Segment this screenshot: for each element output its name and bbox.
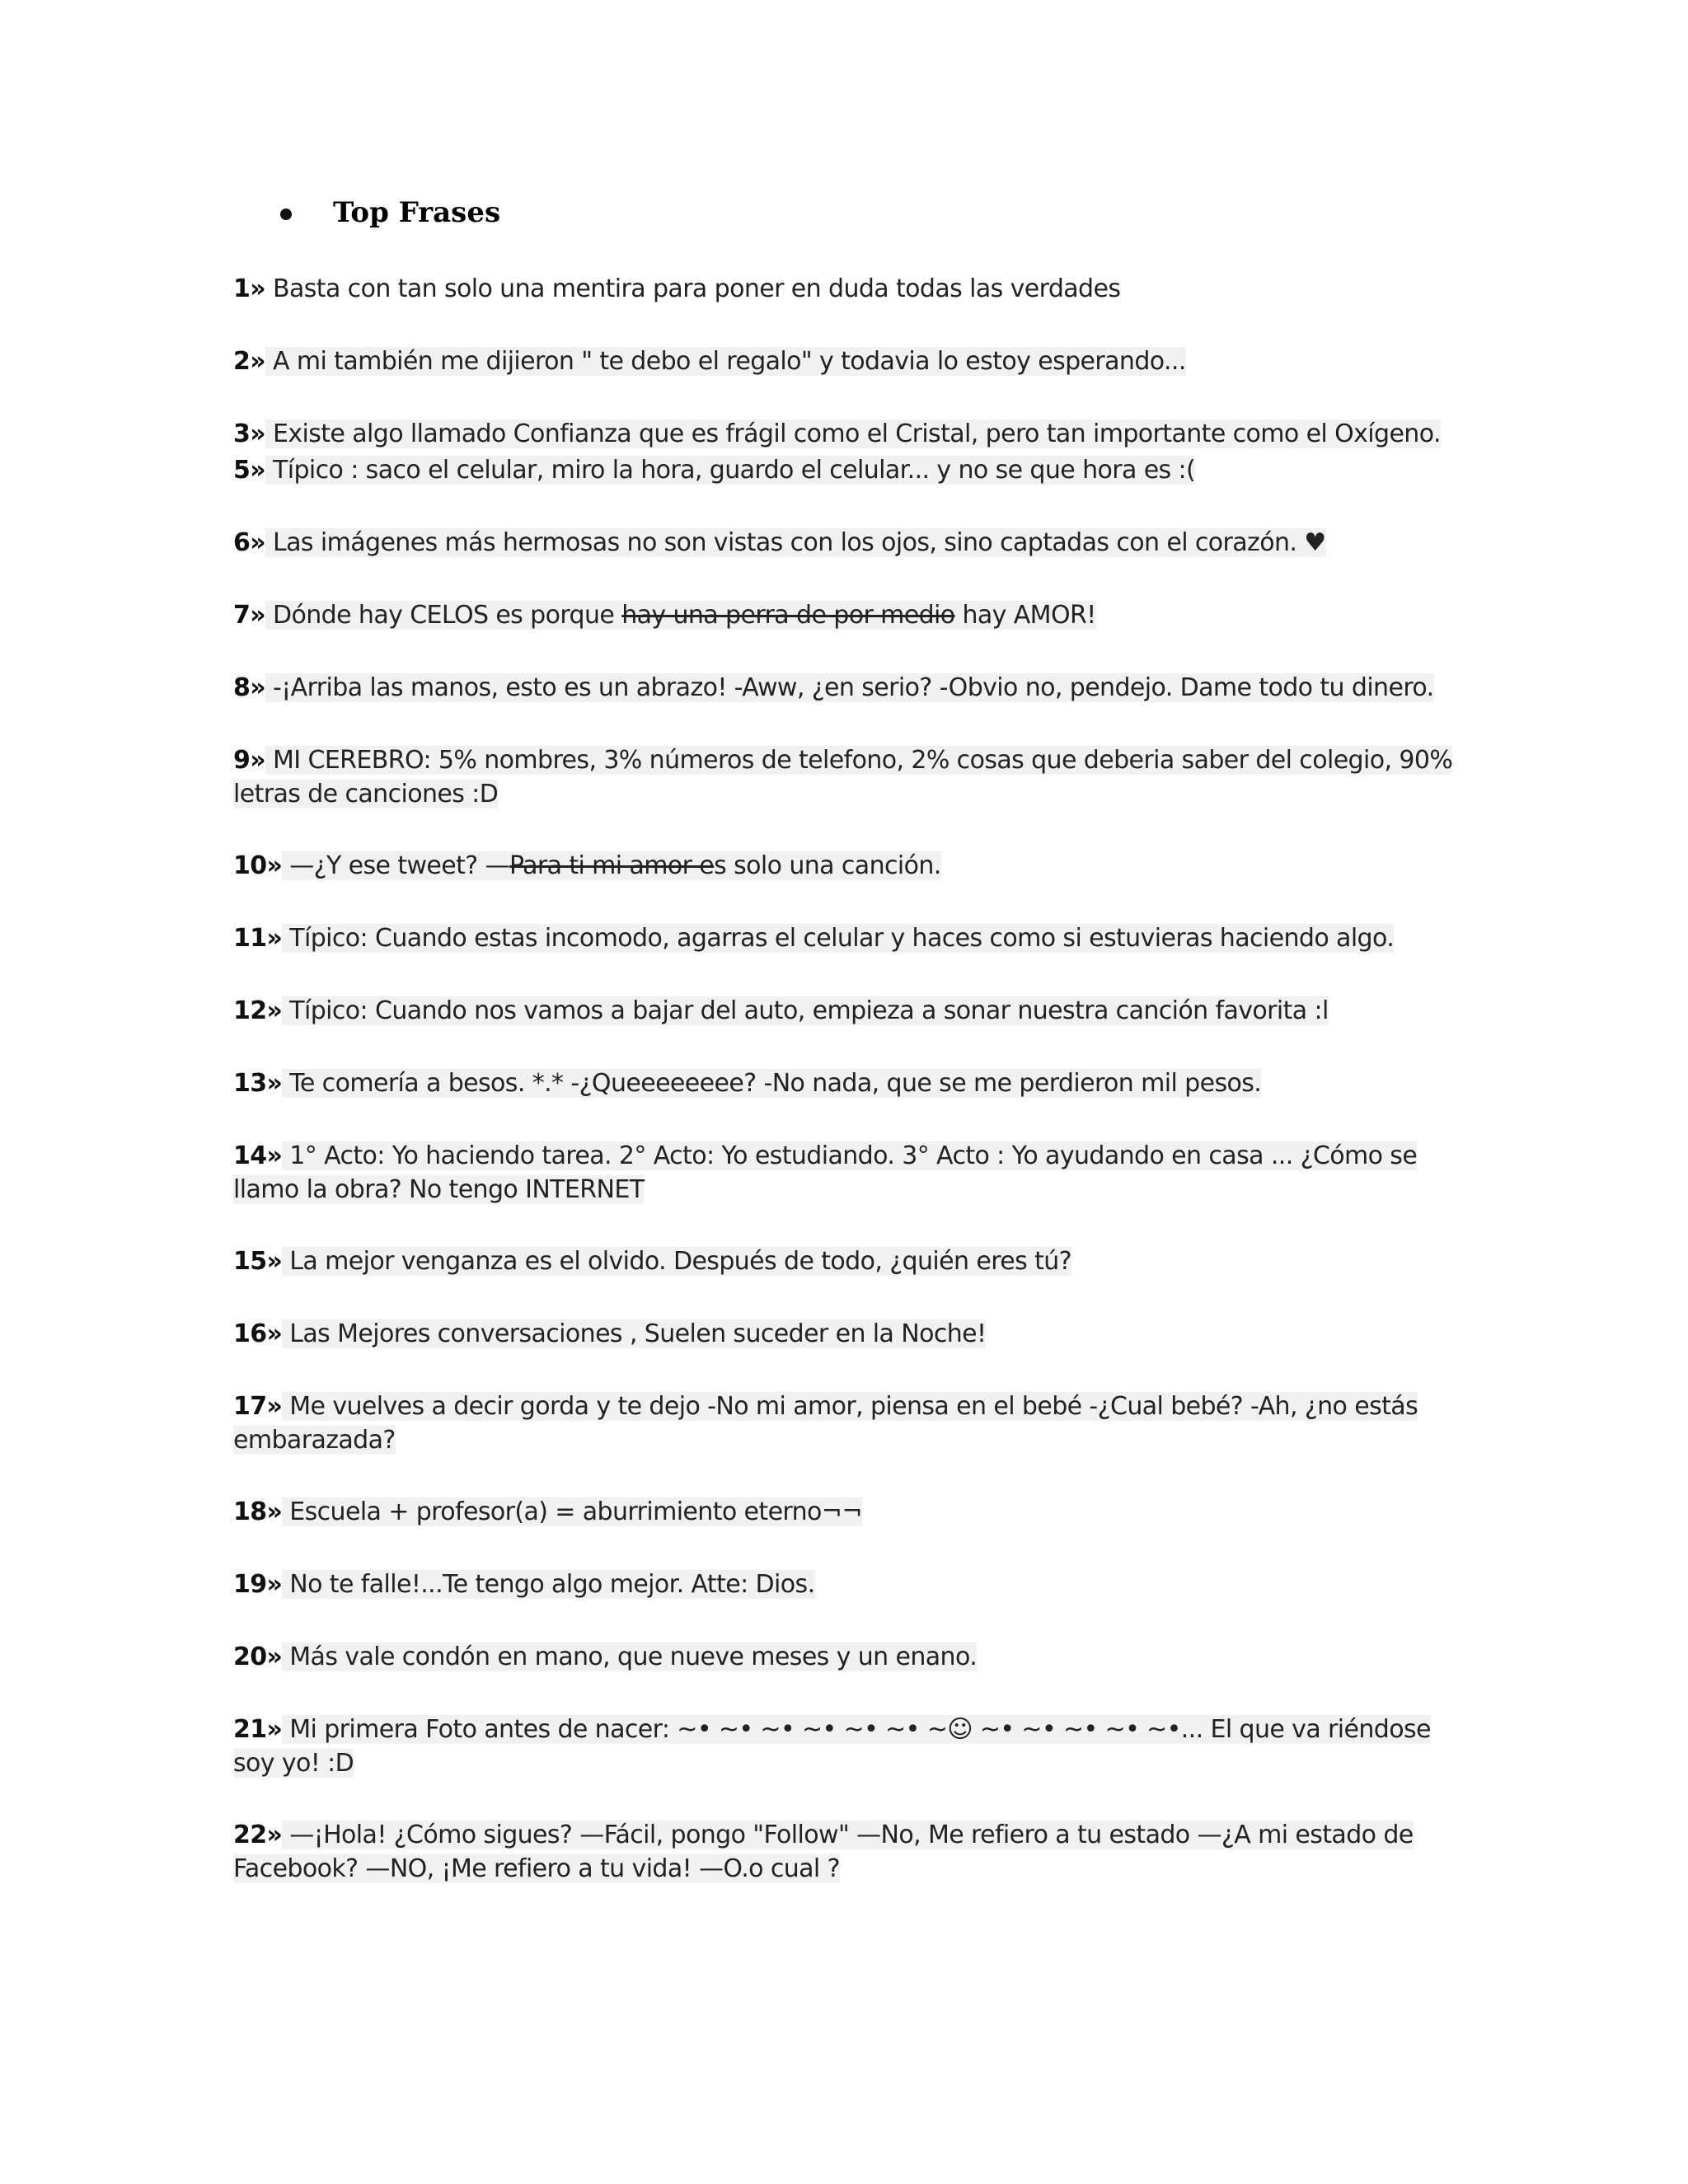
page-title: Top Frases bbox=[333, 196, 501, 229]
struck-text: hay una perra de por medio bbox=[621, 601, 955, 630]
item-number: 16» bbox=[233, 1319, 283, 1348]
item-number: 6» bbox=[233, 528, 266, 557]
item-number: 15» bbox=[233, 1247, 283, 1276]
item-number: 1» bbox=[233, 274, 266, 303]
item-text: Mi primera Foto antes de nacer: ~• ~• ~• ~• ~• ~• ~☺ ~• ~• ~• ~• ~•... El que va riéndose soy yo! :D bbox=[233, 1715, 1431, 1778]
item-text: No te falle!...Te tengo algo mejor. Atte: Dios. bbox=[282, 1570, 815, 1599]
item-number: 19» bbox=[233, 1570, 283, 1599]
item-number: 3» bbox=[233, 419, 266, 448]
item-number: 2» bbox=[233, 347, 266, 376]
item-number: 5» bbox=[233, 456, 266, 485]
list-item bbox=[233, 1818, 1453, 1886]
list-item bbox=[233, 1640, 1453, 1674]
list-item bbox=[233, 994, 1453, 1028]
item-number: 17» bbox=[233, 1392, 283, 1421]
item-text: MI CEREBRO: 5% nombres, 3% números de telefono, 2% cosas que deberia saber del colegio, 90% letras de canciones :D bbox=[233, 746, 1453, 808]
item-text-end: hay AMOR! bbox=[954, 601, 1096, 630]
item-text: —¿Y ese tweet? — bbox=[282, 851, 509, 880]
list-item bbox=[233, 598, 1453, 632]
item-number: 21» bbox=[233, 1715, 283, 1744]
list-item bbox=[233, 743, 1453, 811]
item-text: Las imágenes más hermosas no son vistas con los ojos, sino captadas con el corazón. ♥ bbox=[265, 528, 1326, 557]
item-number: 10» bbox=[233, 851, 283, 880]
item-text: -¡Arriba las manos, esto es un abrazo! -Aww, ¿en serio? -Obvio no, pendejo. Dame todo tu dinero. bbox=[265, 673, 1434, 702]
list-item bbox=[233, 417, 1453, 451]
item-text: A mi también me dijieron " te debo el regalo" y todavia lo estoy esperando... bbox=[265, 347, 1186, 376]
item-text: Típico : saco el celular, miro la hora, guardo el celular... y no se que hora es :( bbox=[265, 456, 1196, 485]
struck-text: Para ti mi amor e bbox=[509, 851, 715, 880]
item-number: 14» bbox=[233, 1141, 283, 1170]
list-item bbox=[233, 1568, 1453, 1601]
item-text-end: s solo una canción. bbox=[714, 851, 941, 880]
item-text: La mejor venganza es el olvido. Después de todo, ¿quién eres tú? bbox=[282, 1247, 1072, 1276]
item-text: Típico: Cuando nos vamos a bajar del auto, empieza a sonar nuestra canción favorita :l bbox=[282, 996, 1329, 1025]
list-item bbox=[233, 1713, 1453, 1780]
item-number: 13» bbox=[233, 1069, 283, 1098]
heading-row bbox=[280, 188, 500, 237]
list-item bbox=[233, 272, 1453, 306]
list-item bbox=[233, 1317, 1453, 1351]
list-item bbox=[233, 526, 1453, 560]
list-item bbox=[233, 1066, 1453, 1100]
item-number: 7» bbox=[233, 601, 266, 630]
item-text: Escuela + profesor(a) = aburrimiento eterno¬¬ bbox=[282, 1497, 862, 1526]
item-text: 1° Acto: Yo haciendo tarea. 2° Acto: Yo estudiando. 3° Acto : Yo ayudando en casa ... ¿Cómo se llamo la obra? No tengo INTERNET bbox=[233, 1141, 1418, 1204]
item-text: Típico: Cuando estas incomodo, agarras el celular y haces como si estuvieras haciendo algo. bbox=[282, 924, 1395, 953]
list-item bbox=[233, 453, 1453, 487]
list-item bbox=[233, 849, 1453, 883]
list-item bbox=[233, 671, 1453, 705]
item-number: 22» bbox=[233, 1821, 283, 1849]
list-item bbox=[233, 921, 1453, 955]
list-item bbox=[233, 1390, 1453, 1457]
item-number: 9» bbox=[233, 746, 266, 775]
item-number: 18» bbox=[233, 1497, 283, 1526]
item-text: Basta con tan solo una mentira para poner en duda todas las verdades bbox=[265, 274, 1121, 303]
list-item bbox=[233, 344, 1453, 378]
item-number: 8» bbox=[233, 673, 266, 702]
item-number: 20» bbox=[233, 1643, 283, 1671]
item-text: Me vuelves a decir gorda y te dejo -No mi amor, piensa en el bebé -¿Cual bebé? -Ah, ¿no estás embarazada? bbox=[233, 1392, 1418, 1455]
item-text: Dónde hay CELOS es porque bbox=[265, 601, 622, 630]
item-text: Las Mejores conversaciones , Suelen suceder en la Noche! bbox=[282, 1319, 987, 1348]
item-text: Existe algo llamado Confianza que es frágil como el Cristal, pero tan importante como el Oxígeno. bbox=[265, 419, 1441, 448]
item-text: Te comería a besos. *.* -¿Queeeeeeee? -No nada, que se me perdieron mil pesos. bbox=[282, 1069, 1262, 1098]
item-number: 12» bbox=[233, 996, 283, 1025]
item-text: Más vale condón en mano, que nueve meses y un enano. bbox=[282, 1643, 978, 1671]
list-item bbox=[233, 1244, 1453, 1278]
item-number: 11» bbox=[233, 924, 283, 953]
item-text: —¡Hola! ¿Cómo sigues? —Fácil, pongo "Follow" —No, Me refiero a tu estado —¿A mi estado de Facebook? —NO, ¡Me refiero a tu vida! —O.o cual ? bbox=[233, 1821, 1414, 1883]
list-item bbox=[233, 1495, 1453, 1529]
bullet-icon bbox=[280, 209, 292, 220]
list-item bbox=[233, 1139, 1453, 1207]
